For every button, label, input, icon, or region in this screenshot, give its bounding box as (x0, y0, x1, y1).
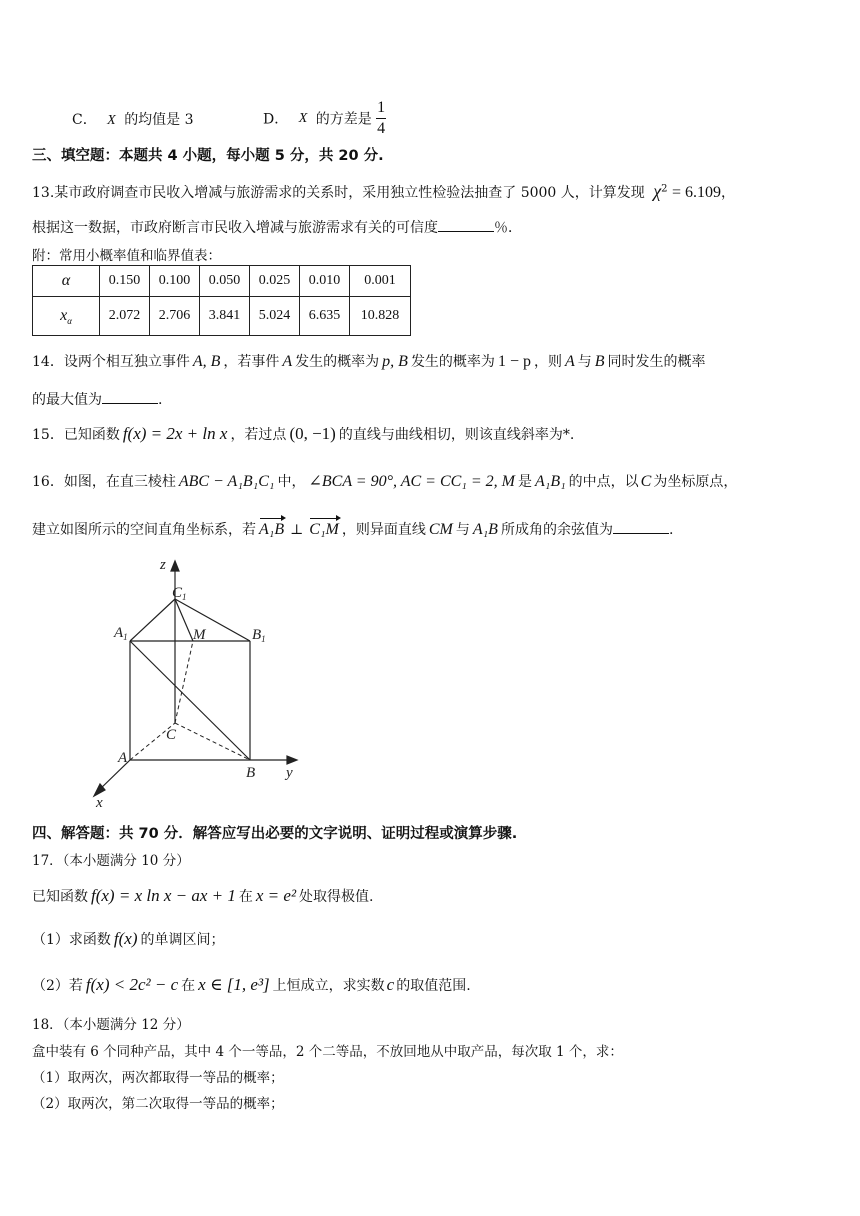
q16-answer-blank[interactable] (613, 519, 669, 534)
q16-text: 中， (277, 474, 306, 490)
q14-math: A, B (192, 353, 221, 370)
edge-a1c1 (130, 599, 175, 641)
label-b1: $B_1$ (252, 627, 266, 644)
q16-text: . (668, 522, 674, 538)
q17-text: 上恒成立，求实数 (272, 978, 385, 994)
label-m: M (193, 627, 206, 643)
option-c-text: 的均值是 3 (124, 112, 194, 128)
q14-math: p, B (382, 353, 408, 370)
q14-math: B (594, 353, 605, 370)
q16-vector: C₁M (309, 521, 339, 538)
q17-text: （1）求函数 (32, 932, 111, 948)
q14-math: A (564, 353, 575, 370)
q17-function: f(x) = x ln x − ax + 1 (91, 886, 236, 905)
table-cell: 0.025 (250, 266, 300, 297)
q17-math: c (386, 975, 395, 994)
q15-point: (0, −1) (289, 424, 336, 443)
q17-text: （2）若 (32, 978, 83, 994)
q16-math: ∠BCA = 90°, AC = CC₁ = 2, M (308, 473, 515, 490)
q15-line (32, 424, 574, 444)
q17-text: 在 (181, 978, 196, 994)
option-d-text: 的方差是 (315, 111, 372, 128)
q13-text-a: 13.某市政府调查市民收入增减与旅游需求的关系时，采用独立性检验法抽查了 5000 人，计算发现 (32, 185, 645, 201)
q17-text: 处取得极值. (299, 889, 374, 905)
q14-line2 (32, 389, 162, 409)
label-c: C (166, 727, 177, 743)
q17-text: 已知函数 (32, 889, 88, 905)
q18-head: 18．（本小题满分 12 分） (32, 1017, 190, 1033)
q14-text: ，若事件 (223, 354, 280, 370)
q17-math: x ∈ [1, e³] (198, 975, 270, 994)
segment-a1b (130, 641, 250, 760)
table-cell: 3.841 (200, 297, 250, 336)
edge-cb-hidden (175, 723, 250, 760)
section3-title: 三、填空题：本题共 4 小题，每小题 5 分，共 20 分. (32, 148, 384, 164)
section4-title: 四、解答题：共 70 分．解答应写出必要的文字说明、证明过程或演算步骤. (32, 826, 518, 842)
q15-text: ，若过点 (230, 427, 287, 443)
label-x: x (96, 795, 103, 811)
chi-square-exp: 2 (661, 183, 668, 195)
q17-part2 (32, 975, 471, 995)
q16-text: 为坐标原点， (653, 474, 738, 490)
q14-text: 的最大值为 (32, 392, 102, 408)
q17-part1 (32, 929, 225, 949)
q14-text: 与 (577, 354, 592, 370)
table-cell: 0.050 (200, 266, 250, 297)
table-cell: 6.635 (300, 297, 350, 336)
option-c-var: X (107, 113, 116, 128)
label-a: A (118, 750, 128, 766)
critical-value-table (32, 265, 411, 336)
q13-line1 (32, 181, 735, 202)
option-d-label: D． (263, 111, 289, 128)
q16-math: A₁B₁ (534, 473, 566, 490)
q16-math: CM (428, 521, 453, 538)
q14-text: 发生的概率为 (410, 354, 495, 370)
option-d-fraction (376, 100, 386, 137)
label-c1: $C_1$ (172, 585, 187, 602)
q16-text: 16．如图，在直三棱柱 (32, 474, 176, 490)
q13-line2 (32, 217, 522, 237)
label-z: z (160, 557, 166, 573)
table-cell: 0.010 (300, 266, 350, 297)
q14-math: A (282, 353, 293, 370)
option-c-label: C． (72, 112, 97, 128)
q17-head: 17．（本小题满分 10 分） (32, 853, 190, 869)
table-cell: 5.024 (250, 297, 300, 336)
label-y: y (286, 765, 293, 781)
q16-math: ABC − A₁B₁C₁ (178, 473, 275, 490)
table-header-x: $x_\alpha$ (33, 297, 100, 336)
table-cell: 0.001 (350, 266, 411, 297)
q13-answer-blank[interactable] (438, 217, 494, 232)
segment-cm-hidden (175, 641, 193, 723)
table-header-alpha: α (33, 266, 100, 297)
q13-text-c: 根据这一数据，市政府断言市民收入增减与旅游需求有关的可信度 (32, 220, 438, 236)
q17-function: f(x) (113, 929, 138, 948)
chi-value: = 6.109 (672, 184, 722, 201)
table-row-x (33, 297, 411, 336)
q15-text: 15．已知函数 (32, 427, 120, 443)
label-a1: $A_1$ (114, 625, 128, 642)
q17-text: 在 (238, 889, 253, 905)
q16-vector: A₁B (259, 521, 285, 538)
q14-text: . (158, 392, 163, 408)
q15-text: 的直线与曲线相切，则该直线斜率为*. (338, 427, 575, 443)
q14-text: ，则 (533, 354, 562, 370)
table-row-alpha (33, 266, 411, 297)
q14-math: 1 − p (497, 353, 531, 370)
q17-text: 的取值范围. (396, 978, 471, 994)
q17-math: x = e² (255, 886, 297, 905)
q17-math: f(x) < 2c² − c (85, 975, 179, 994)
label-b: B (246, 765, 256, 781)
q17-text: 的单调区间； (140, 932, 225, 948)
q16-perp: ⊥ (290, 522, 304, 538)
table-cell: 2.072 (100, 297, 150, 336)
q13-note: 附：常用小概率值和临界值表： (32, 248, 221, 264)
segment-c1m (175, 599, 193, 641)
q16-line1 (32, 471, 737, 491)
option-d-var: X (298, 110, 308, 126)
y-arrow-icon (287, 756, 297, 764)
q16-text: 建立如图所示的空间直角坐标系，若 (32, 522, 256, 538)
q16-text: 与 (455, 522, 470, 538)
q13-text-d: ％． (494, 220, 522, 236)
q16-text: ，则异面直线 (341, 522, 426, 538)
q14-text: 发生的概率为 (295, 354, 380, 370)
table-cell: 0.150 (100, 266, 150, 297)
q15-function: f(x) = 2x + ln x (122, 424, 228, 443)
q14-text: 同时发生的概率 (607, 354, 706, 370)
q18-part2: （2）取两次，第二次取得一等品的概率； (32, 1096, 284, 1112)
edge-b1c1 (175, 599, 250, 641)
q16-math: C (640, 473, 652, 490)
fraction-denominator: 4 (377, 120, 386, 137)
option-c (72, 109, 194, 129)
z-arrow-icon (171, 561, 179, 571)
q13-text-b: ， (721, 185, 736, 201)
table-cell: 0.100 (150, 266, 200, 297)
q16-math: A₁B (472, 521, 498, 538)
table-cell: 2.706 (150, 297, 200, 336)
q16-text: 是 (517, 474, 532, 490)
q17-stem (32, 886, 374, 906)
table-cell: 10.828 (350, 297, 411, 336)
q14-text: 14．设两个相互独立事件 (32, 354, 190, 370)
q18-part1: （1）取两次，两次都取得一等品的概率； (32, 1070, 284, 1086)
fraction-numerator: 1 (376, 100, 386, 119)
q14-line1 (32, 351, 706, 371)
prism-figure (80, 555, 320, 815)
q14-answer-blank[interactable] (102, 389, 158, 404)
q16-line2 (32, 519, 673, 539)
q18-stem: 盒中装有 6 个同种产品，其中 4 个一等品，2 个二等品，不放回地从中取产品，每次取 1 个，求： (32, 1044, 623, 1060)
option-d (263, 100, 386, 137)
q16-text: 所成角的余弦值为 (500, 522, 613, 538)
chi-symbol: χ (653, 181, 662, 201)
q16-text: 的中点，以 (568, 474, 639, 490)
